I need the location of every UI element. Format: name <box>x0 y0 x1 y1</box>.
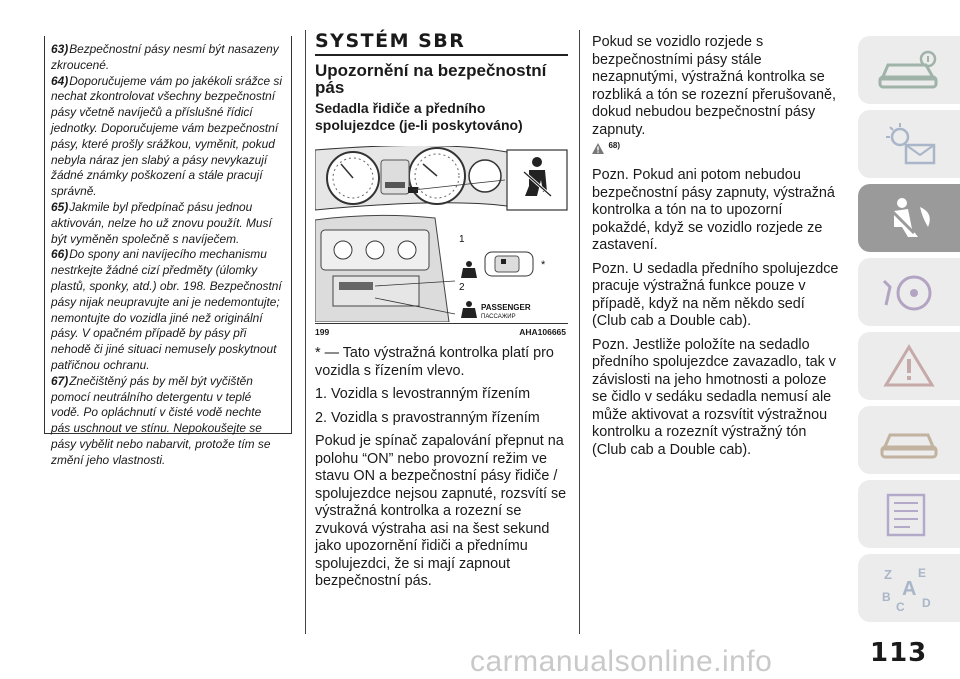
middle-body <box>315 345 568 597</box>
callout-2: 2 <box>459 282 465 293</box>
tab-index[interactable] <box>858 554 960 622</box>
paragraph-moving: Pokud se vozidlo rozjede s bezpečnostními pásy stále nezapnutými, výstražná kontrolka se rozbliká a tón se rozezní přerušovaně, dokud nebudou bezpečnostní pásy zapnuty. <box>592 34 836 138</box>
emergency-icon <box>874 341 944 391</box>
note-passenger-seat: Pozn. U sedadla předního spolujezdce pracuje výstražná funkce pouze v případě, když na něm někdo sedí (Club cab a Double cab). <box>592 260 839 329</box>
passenger-label-ru: ПАССАЖИР <box>481 314 516 320</box>
right-column <box>592 34 842 465</box>
svg-text:Z: Z <box>884 567 892 582</box>
chapter-tabs <box>858 36 960 628</box>
note-luggage: Pozn. Jestliže položíte na sedadlo předního spolujezdce zavazadlo, tak v závislosti na jeho hmotnosti a poloze se čidlo v sedáku sedadla nemusí ale může aktivovat a rozsvítit výstražnou kontrolku a rozeznít výstražný tón (Club cab a Double cab). <box>592 336 836 458</box>
passenger-label: PASSENGER <box>481 303 531 312</box>
ignition-paragraph: Pokud je spínač zapalování přepnut na polohu “ON” nebo provozní režim ve stavu ON a bezpečnostní pásy řidiče / spolujezdce nejsou zapnuté, rozsvítí se výstražná kontrolka a rozezní se zvuková výstraha asi na šest sekund jako upozornění řidiči a přednímu spolujezdci, že si mají zapnout bezpečnostní pás. <box>315 433 567 589</box>
svg-text:B: B <box>882 590 891 604</box>
note-66: 66)Do spony ani navíjecího mechanismu nestrkejte žádné cizí předměty (úlomky plastů, sponky, atd.) obr. 198. Bezpečnostní pásy nijak neupravujte ani je nedemontujte; nemontujte do vozidla jiné než originální pásy. V opačném případě by pásy při nehodě či jiné situaci nemusely poskytnout patřičnou ochranu. <box>51 247 282 372</box>
tab-technical-data[interactable] <box>858 480 960 548</box>
safety-icon <box>874 193 944 243</box>
dashboard-lights-icon <box>874 119 944 169</box>
svg-text:A: A <box>902 578 917 600</box>
callout-1: 1 <box>459 234 465 245</box>
column-divider-left <box>305 30 306 634</box>
page-number: 113 <box>870 638 928 668</box>
svg-text:C: C <box>896 600 905 613</box>
tab-car-info[interactable] <box>858 36 960 104</box>
column-divider-right <box>579 30 580 634</box>
note-63: 63)Bezpečnostní pásy nesmí být nasazeny zkroucené. <box>51 42 279 72</box>
technical-data-icon <box>874 489 944 539</box>
index-icon <box>874 563 944 613</box>
instrument-cluster-illustration <box>315 146 568 322</box>
figure-caption <box>315 323 568 337</box>
middle-column <box>315 30 568 589</box>
tab-dashboard-lights[interactable] <box>858 110 960 178</box>
figure-code: AHA106665 <box>519 327 566 337</box>
note-67: 67)Znečištěný pás by měl být vyčištěn pomocí neutrálního detergentu v teplé vodě. Po opláchnutí v čisté vodě nechte pás uschnout ve stínu. Nepokoušejte se pásy vybělit nebo nabarvit, protože tím se změní jeho vlastnosti. <box>51 373 271 467</box>
item-1: 1. Vozidla s levostranným řízením <box>315 386 531 402</box>
watermark: carmanualsonline.info <box>470 645 773 678</box>
starting-driving-icon <box>874 267 944 317</box>
note-65: 65)Jakmile byl předpínač pásu jednou aktivován, nelze ho už znovu použít. Musí být vyměněn společně s navíječem. <box>51 199 272 246</box>
svg-text:E: E <box>918 566 927 580</box>
tab-safety[interactable] <box>858 184 960 252</box>
tab-starting-driving[interactable] <box>858 258 960 326</box>
figure-number: 199 <box>315 327 330 337</box>
note-every-time: Pozn. Pokud ani potom nebudou bezpečnostní pásy zapnuty, výstražná kontrolka a tón na to upozorní pokaždé, když se vozidlo rozjede ze zastavení. <box>592 167 835 253</box>
item-2: 2. Vozidla s pravostranným řízením <box>315 409 540 426</box>
subtitle-seats: Sedadla řidiče a předního spolujezdce (je-li poskytováno) <box>315 100 523 133</box>
note-64: 64)Doporučujeme vám po jakékoli srážce si nechat zkontrolovat všechny bezpečnostní pásy včetně navíječů a příslušné řídicí jednotky. Doporučujeme vám bezpečnostní pásy, které prošly srážkou, vyměnit, pokud nebyla náraz jen slabý a pásy nevykazují žádné známky poškození a stále pracují správně. <box>51 73 282 199</box>
figure-199 <box>315 146 568 337</box>
warning-ref-number: 68) <box>608 141 621 150</box>
maintenance-icon <box>874 415 944 465</box>
warning-reference <box>592 141 842 159</box>
car-info-icon <box>874 45 944 95</box>
svg-text:D: D <box>922 596 931 610</box>
warning-notes-box <box>44 36 292 467</box>
note-left-hand-drive: * — Tato výstražná kontrolka platí pro vozidla s řízením vlevo. <box>315 345 554 379</box>
callout-asterisk: * <box>541 259 546 271</box>
tab-emergency[interactable] <box>858 332 960 400</box>
warning-triangle-icon <box>592 143 604 154</box>
subtitle-seatbelt-reminder: Upozornění na bezpečnostní pás <box>315 61 547 97</box>
tab-maintenance[interactable] <box>858 406 960 474</box>
section-title: SYSTÉM SBR <box>315 30 568 56</box>
